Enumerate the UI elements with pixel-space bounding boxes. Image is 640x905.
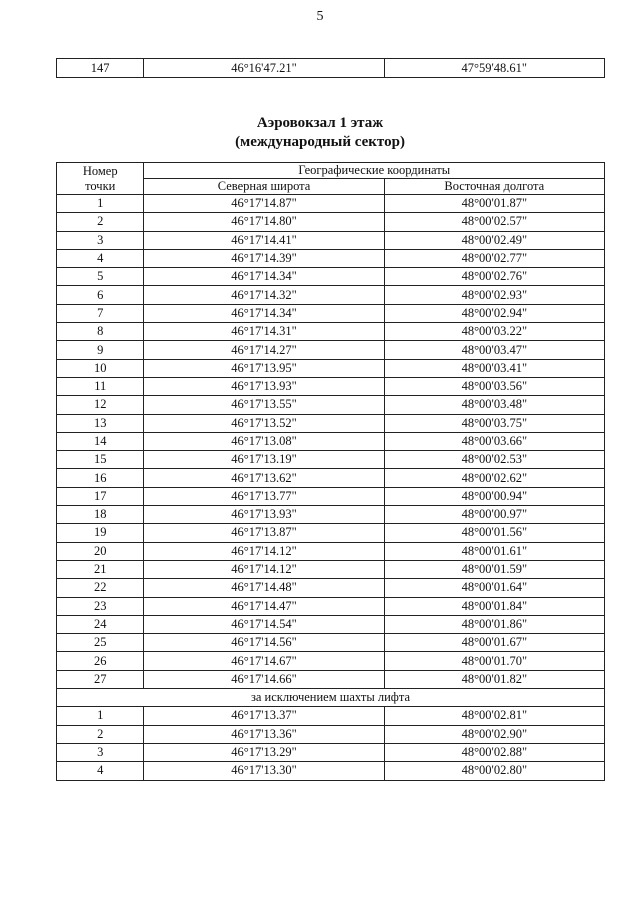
table-row [57,634,605,652]
point-number-cell: 16 [57,469,144,487]
point-number-cell: 8 [57,323,144,341]
longitude-cell: 48°00'01.86" [384,615,604,633]
latitude-cell: 46°17'14.67" [144,652,384,670]
point-number-cell: 2 [57,725,144,743]
longitude-cell: 48°00'02.90" [384,725,604,743]
longitude-cell: 48°00'02.57" [384,213,604,231]
longitude-cell: 48°00'02.94" [384,304,604,322]
table-row [57,396,605,414]
page-number: 5 [316,9,324,24]
table-row [57,341,605,359]
table-row [57,560,605,578]
longitude-cell: 48°00'01.67" [384,634,604,652]
longitude-cell: 48°00'02.76" [384,268,604,286]
latitude-cell: 46°17'14.32" [144,286,384,304]
latitude-cell: 46°17'14.54" [144,615,384,633]
table-row [57,762,605,780]
section-title-line2: (международный сектор) [235,134,405,150]
point-number-header [57,163,144,195]
latitude-header: Северная широта [144,179,384,195]
longitude-cell: 48°00'02.77" [384,249,604,267]
point-number-cell: 17 [57,487,144,505]
point-number-cell: 15 [57,451,144,469]
latitude-cell: 46°17'13.52" [144,414,384,432]
latitude-cell: 46°17'13.62" [144,469,384,487]
latitude-cell: 46°17'13.29" [144,743,384,761]
table-row [57,213,605,231]
longitude-header: Восточная долгота [384,179,604,195]
table-row [57,231,605,249]
point-number-cell: 26 [57,652,144,670]
point-number-cell: 27 [57,670,144,688]
section-title-line1: Аэровокзал 1 этаж [256,115,384,131]
latitude-cell: 46°17'13.37" [144,707,384,725]
latitude-cell: 46°17'13.30" [144,762,384,780]
longitude-cell: 48°00'02.81" [384,707,604,725]
longitude-cell: 48°00'01.59" [384,560,604,578]
table-row [57,524,605,542]
table-row [57,414,605,432]
latitude-cell: 46°17'14.56" [144,634,384,652]
table-row [57,652,605,670]
latitude-cell: 46°17'14.87" [144,195,384,213]
continuation-table [56,58,605,78]
latitude-cell: 46°17'13.36" [144,725,384,743]
table-row [57,268,605,286]
table-row [57,195,605,213]
longitude-cell: 48°00'03.22" [384,323,604,341]
table-row [57,542,605,560]
point-number-header-line2: точки [85,178,116,193]
longitude-cell: 48°00'03.48" [384,396,604,414]
point-number-cell: 1 [57,195,144,213]
longitude-cell: 48°00'02.93" [384,286,604,304]
table-row [57,249,605,267]
point-number-cell: 25 [57,634,144,652]
table-header-row [57,163,605,179]
point-number-cell: 6 [57,286,144,304]
latitude-cell: 46°17'14.12" [144,560,384,578]
point-number-cell: 2 [57,213,144,231]
point-number-cell: 4 [57,249,144,267]
table-row [57,323,605,341]
point-number-cell: 147 [57,59,144,78]
table-row [57,359,605,377]
table-row [57,725,605,743]
latitude-cell: 46°17'13.95" [144,359,384,377]
longitude-cell: 48°00'03.41" [384,359,604,377]
point-number-cell: 10 [57,359,144,377]
longitude-cell: 48°00'01.61" [384,542,604,560]
latitude-cell: 46°17'14.66" [144,670,384,688]
point-number-cell: 24 [57,615,144,633]
point-number-cell: 1 [57,707,144,725]
table-row [57,304,605,322]
point-number-cell: 22 [57,579,144,597]
latitude-cell: 46°16'47.21" [144,59,384,78]
longitude-cell: 48°00'01.82" [384,670,604,688]
exclusion-row [57,689,605,707]
latitude-cell: 46°17'14.34" [144,304,384,322]
latitude-cell: 46°17'14.48" [144,579,384,597]
latitude-cell: 46°17'14.12" [144,542,384,560]
table-row [57,451,605,469]
longitude-cell: 48°00'03.75" [384,414,604,432]
exclusion-label: за исключением шахты лифта [57,689,605,707]
table-row [57,506,605,524]
table-row [57,579,605,597]
latitude-cell: 46°17'14.31" [144,323,384,341]
point-number-cell: 13 [57,414,144,432]
longitude-cell: 48°00'01.70" [384,652,604,670]
longitude-cell: 48°00'02.80" [384,762,604,780]
longitude-cell: 48°00'01.56" [384,524,604,542]
point-number-cell: 23 [57,597,144,615]
latitude-cell: 46°17'13.08" [144,432,384,450]
table-row [57,432,605,450]
longitude-cell: 48°00'00.94" [384,487,604,505]
longitude-cell: 48°00'01.64" [384,579,604,597]
latitude-cell: 46°17'13.87" [144,524,384,542]
longitude-cell: 48°00'03.56" [384,377,604,395]
longitude-cell: 48°00'03.47" [384,341,604,359]
point-number-cell: 9 [57,341,144,359]
point-number-cell: 4 [57,762,144,780]
longitude-cell: 48°00'02.53" [384,451,604,469]
geo-coordinates-header: Географические координаты [144,163,605,179]
point-number-cell: 21 [57,560,144,578]
latitude-cell: 46°17'14.39" [144,249,384,267]
table-row [57,670,605,688]
latitude-cell: 46°17'13.19" [144,451,384,469]
latitude-cell: 46°17'13.93" [144,377,384,395]
point-number-cell: 7 [57,304,144,322]
latitude-cell: 46°17'14.47" [144,597,384,615]
table-row [57,286,605,304]
table-row [57,377,605,395]
longitude-cell: 47°59'48.61" [384,59,604,78]
point-number-cell: 18 [57,506,144,524]
longitude-cell: 48°00'02.49" [384,231,604,249]
latitude-cell: 46°17'14.34" [144,268,384,286]
table-row [57,743,605,761]
longitude-cell: 48°00'02.88" [384,743,604,761]
longitude-cell: 48°00'01.87" [384,195,604,213]
point-number-cell: 5 [57,268,144,286]
table-row [57,487,605,505]
point-number-cell: 11 [57,377,144,395]
table-row [57,615,605,633]
table-row [57,469,605,487]
longitude-cell: 48°00'03.66" [384,432,604,450]
table-row [57,707,605,725]
table-row [57,597,605,615]
point-number-cell: 3 [57,231,144,249]
coordinates-table-body [57,163,605,781]
longitude-cell: 48°00'00.97" [384,506,604,524]
point-number-cell: 14 [57,432,144,450]
latitude-cell: 46°17'14.27" [144,341,384,359]
coordinates-table [56,162,605,781]
point-number-cell: 12 [57,396,144,414]
latitude-cell: 46°17'13.77" [144,487,384,505]
longitude-cell: 48°00'01.84" [384,597,604,615]
section-title [0,114,640,152]
latitude-cell: 46°17'14.80" [144,213,384,231]
point-number-header-line1: Номер [82,163,118,178]
point-number-cell: 20 [57,542,144,560]
latitude-cell: 46°17'14.41" [144,231,384,249]
latitude-cell: 46°17'13.55" [144,396,384,414]
point-number-cell: 3 [57,743,144,761]
latitude-cell: 46°17'13.93" [144,506,384,524]
point-number-cell: 19 [57,524,144,542]
longitude-cell: 48°00'02.62" [384,469,604,487]
table-row [57,59,605,78]
